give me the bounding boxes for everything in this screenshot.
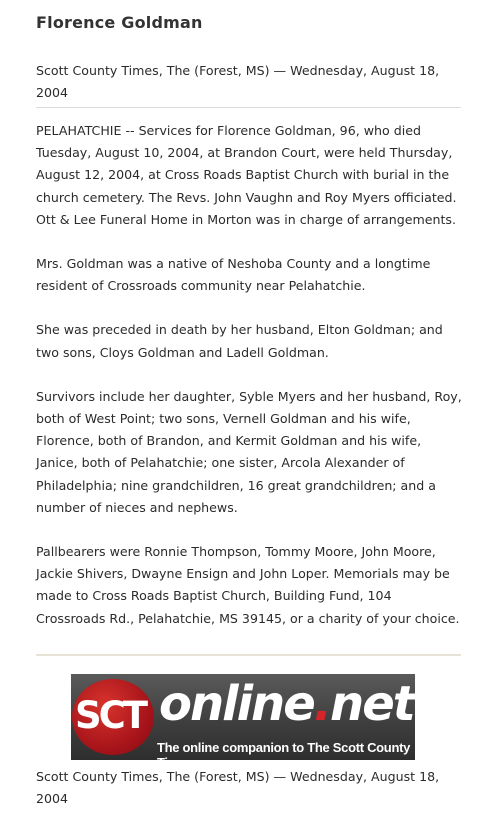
wordmark-dot: . — [313, 676, 331, 732]
article-title: Florence Goldman — [36, 13, 203, 32]
wordmark-net: net — [330, 676, 414, 732]
article-paragraph: Survivors include her daughter, Syble Myers and her husband, Roy, both of West Point; two sons, Vernell Goldman and his wife, Florence, both of Brandon, and Kermit Goldman and his wife, Janice, both of Pelahatchie; one sister, Arcola Alexander of Philadelphia; nine grandchildren, 16 great grandchildren; and a number of nieces and nephews. — [36, 388, 462, 515]
article-paragraph: She was preceded in death by her husband, Elton Goldman; and two sons, Cloys Goldman and Ladell Goldman. — [36, 322, 443, 360]
article-paragraph: Mrs. Goldman was a native of Neshoba County and a longtime resident of Crossroads community near Pelahatchie. — [36, 256, 431, 294]
footer-source-line: Scott County Times, The (Forest, MS) — Wednesday, August 18, 2004 — [36, 769, 440, 806]
divider — [36, 107, 461, 108]
article-paragraph: PELAHATCHIE -- Services for Florence Goldman, 96, who died Tuesday, August 10, 2004, at Brandon Court, were held Thursday, August 12, 2004, at Cross Roads Baptist Church with burial in the church cemetery. The Revs. John Vaughn and Roy Myers officiated. Ott & Lee Funeral Home in Morton was in charge of arrangements. — [36, 123, 457, 227]
divider — [36, 654, 461, 656]
sct-logo-text: SCT — [75, 694, 146, 737]
article-paragraph: Pallbearers were Ronnie Thompson, Tommy Moore, John Moore, Jackie Shivers, Dwayne Ensign and John Loper. Memorials may be made to Cross Roads Baptist Church, Building Fund, 104 Crossroads Rd., Pelahatchie, MS 39145, or a charity of your choice. — [36, 544, 460, 626]
sctonline-banner-logo[interactable] — [71, 674, 415, 770]
banner-tagline: The online companion to The Scott County Times — [157, 740, 411, 770]
online-net-wordmark — [159, 676, 414, 732]
wordmark-online: online — [159, 676, 314, 732]
article-source-line: Scott County Times, The (Forest, MS) — Wednesday, August 18, 2004 — [36, 63, 440, 100]
article-body — [36, 120, 464, 652]
